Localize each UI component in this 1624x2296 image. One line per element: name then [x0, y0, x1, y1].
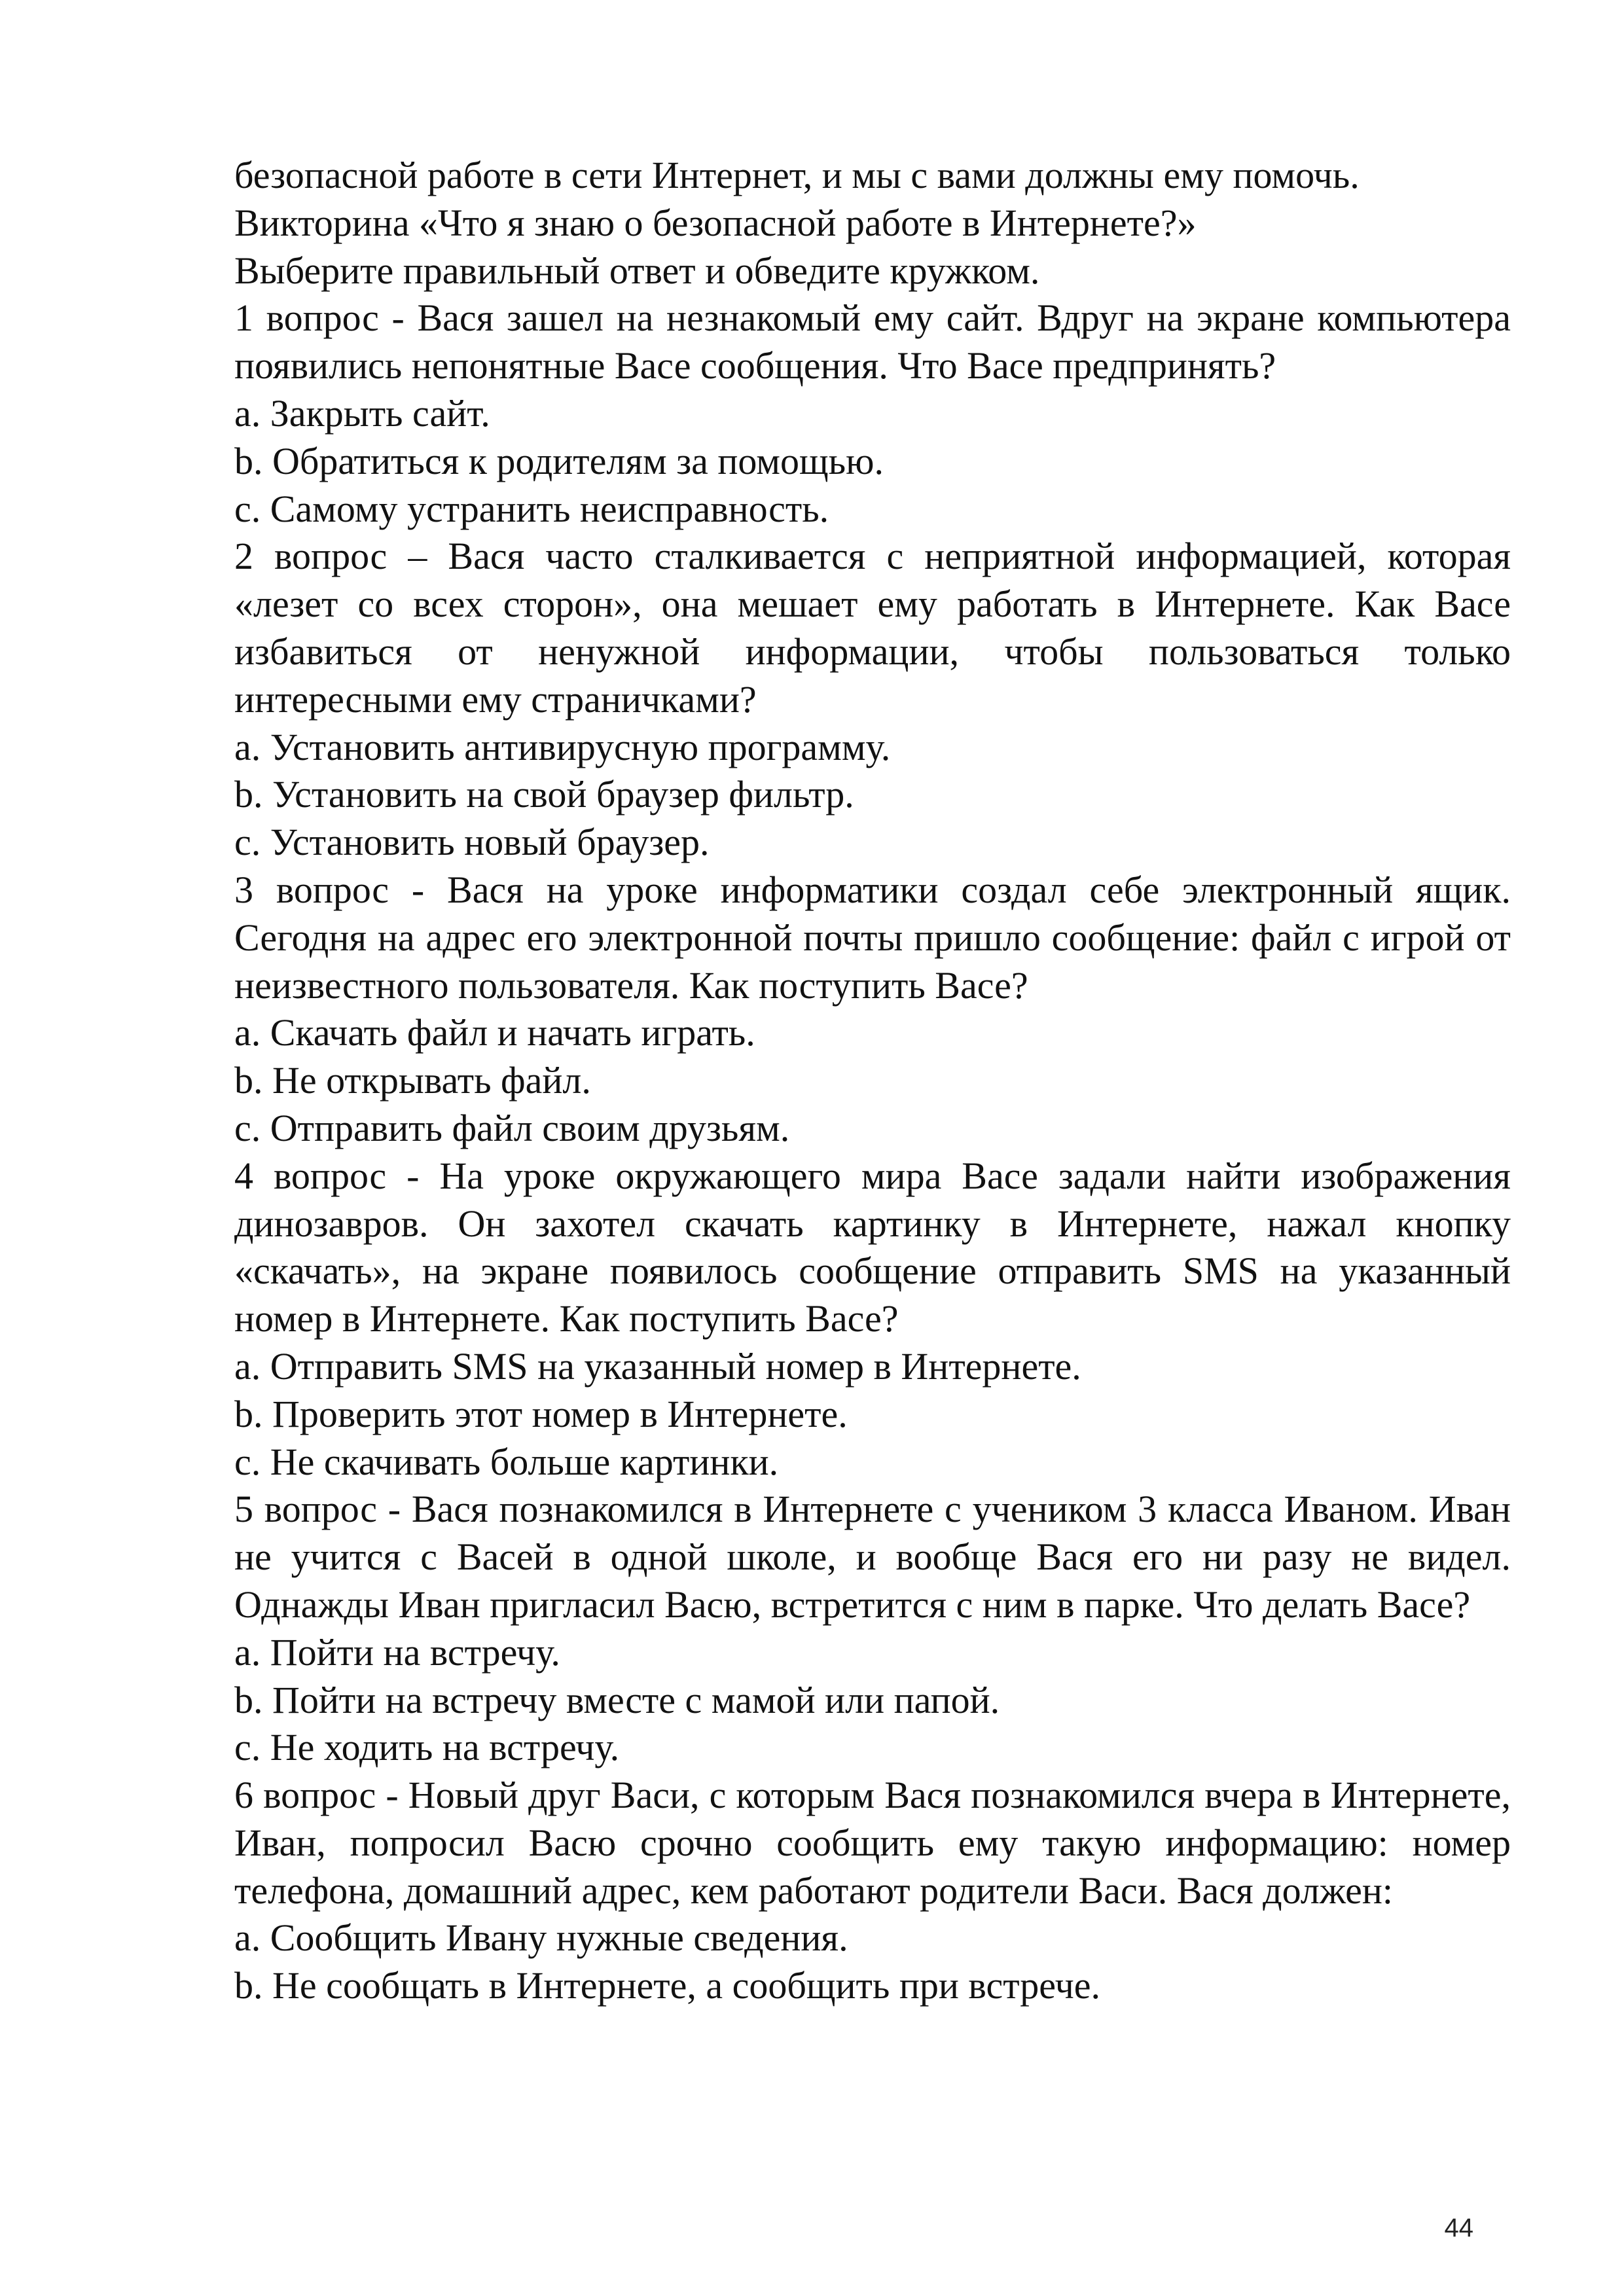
- question-3: 3 вопрос - Вася на уроке информатики создал себе электронный ящик. Сегодня на адрес его электронной почты пришло сообщение: файл с игрой от неизвестного пользователя. Как поступить Васе?: [234, 868, 1511, 1007]
- question-2-option-c: c. Установить новый браузер.: [234, 821, 710, 864]
- page-number: 44: [1444, 2214, 1473, 2242]
- question-5: 5 вопрос - Вася познакомился в Интернете с учеником 3 класса Иваном. Иван не учится с Васей в одной школе, и вообще Вася его ни разу не видел. Однажды Иван пригласил Васю, встретится с ним в парке. Что делать Васе?: [234, 1488, 1511, 1626]
- question-2: 2 вопрос – Вася часто сталкивается с неприятной информацией, которая «лезет со всех сторон», она мешает ему работать в Интернете. Как Васе избавиться от ненужной информации, чтобы пользоваться только интересными ему страничками?: [234, 535, 1511, 721]
- question-1: 1 вопрос - Вася зашел на незнакомый ему сайт. Вдруг на экране компьютера появились непонятные Васе сообщения. Что Васе предпринять?: [234, 296, 1511, 387]
- question-5-option-c: c. Не ходить на встречу.: [234, 1726, 620, 1769]
- question-3-option-c: c. Отправить файл своим друзьям.: [234, 1106, 790, 1149]
- question-5-option-a: a. Пойти на встречу.: [234, 1630, 560, 1674]
- question-1-option-b: b. Обратиться к родителям за помощью.: [234, 439, 884, 482]
- question-1-option-c: c. Самому устранить неисправность.: [234, 487, 829, 530]
- question-4: 4 вопрос - На уроке окружающего мира Васе задали найти изображения динозавров. Он захотел скачать картинку в Интернете, нажал кнопку «скачать», на экране появилось сообщение отправить SMS на указанный номер в Интернете. Как поступить Васе?: [234, 1154, 1511, 1340]
- question-3-option-a: a. Скачать файл и начать играть.: [234, 1011, 755, 1054]
- question-4-option-b: b. Проверить этот номер в Интернете.: [234, 1392, 848, 1435]
- document-body: [234, 152, 1511, 2010]
- question-6-option-a: a. Сообщить Ивану нужные сведения.: [234, 1916, 848, 1960]
- question-2-option-a: a. Установить антивирусную программу.: [234, 725, 891, 768]
- quiz-title: Викторина «Что я знаю о безопасной работе в Интернете?»: [234, 201, 1197, 244]
- question-1-option-a: a. Закрыть сайт.: [234, 391, 490, 435]
- question-2-option-b: b. Установить на свой браузер фильтр.: [234, 773, 854, 816]
- question-3-option-b: b. Не открывать файл.: [234, 1059, 591, 1102]
- question-5-option-b: b. Пойти на встречу вместе с мамой или папой.: [234, 1678, 1000, 1721]
- question-6-option-b: b. Не сообщать в Интернете, а сообщить при встрече.: [234, 1964, 1100, 2007]
- question-4-option-a: a. Отправить SMS на указанный номер в Интернете.: [234, 1344, 1081, 1388]
- question-4-option-c: c. Не скачивать больше картинки.: [234, 1440, 779, 1483]
- intro-line: безопасной работе в сети Интернет, и мы с вами должны ему помочь.: [234, 154, 1360, 196]
- question-6: 6 вопрос - Новый друг Васи, с которым Вася познакомился вчера в Интернете, Иван, попросил Васю срочно сообщить ему такую информацию: номер телефона, домашний адрес, кем работают родители Васи. Вася должен:: [234, 1774, 1511, 1912]
- quiz-instruction: Выберите правильный ответ и обведите кружком.: [234, 249, 1040, 292]
